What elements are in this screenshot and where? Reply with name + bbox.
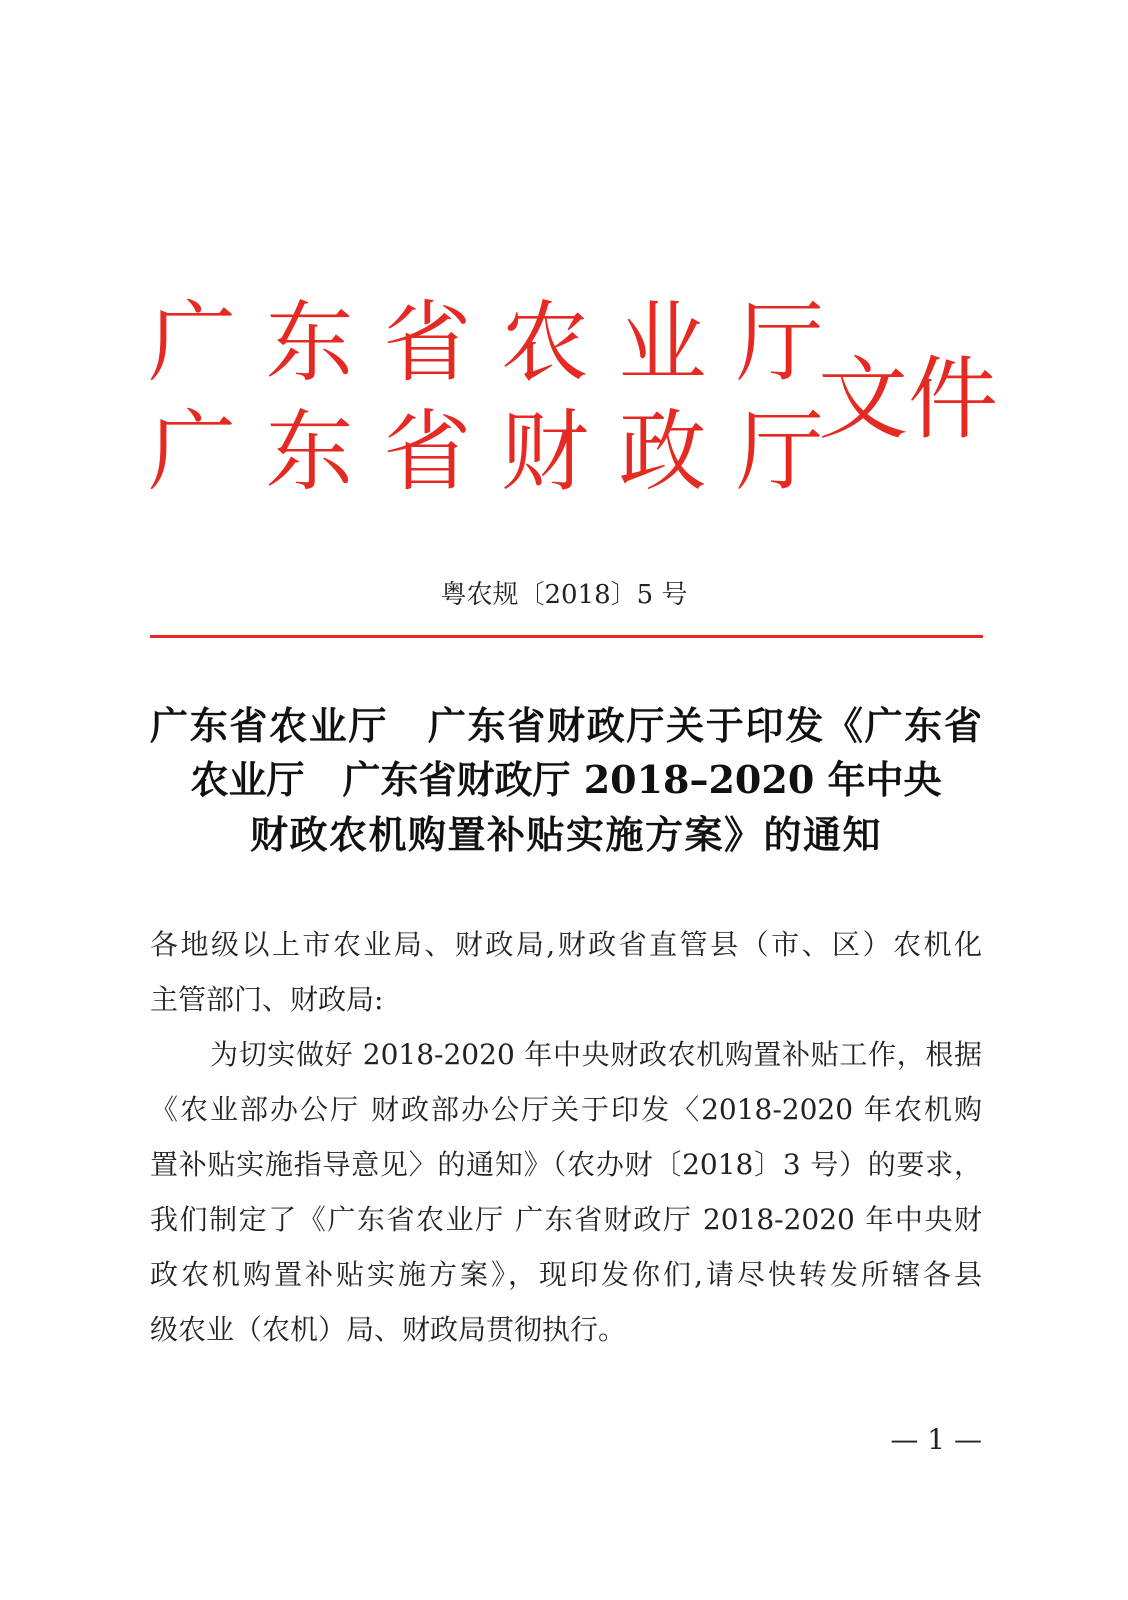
- title-line-2: 农业厅 广东省财政厅 2018–2020 年中央: [190, 757, 942, 802]
- title-line-1: 广东省农业厅 广东省财政厅关于印发《广东省: [150, 703, 982, 748]
- body-line-6: 级农业（农机）局、财政局贯彻执行。: [150, 1313, 627, 1346]
- addressee-line-2: 主管部门、财政局:: [150, 983, 384, 1016]
- header-document-suffix: 文件: [818, 350, 998, 450]
- addressee-line-1: 各地级以上市农业局、财政局,财政省直管县（市、区）农机化: [150, 928, 982, 961]
- body-line-2: 《农业部办公厅 财政部办公厅关于印发〈2018-2020 年农机购: [150, 1093, 982, 1126]
- header-issuer-finance: 广 东 省 财 政 厅: [148, 402, 824, 502]
- red-divider-line: [150, 635, 983, 638]
- document-number: 粤农规〔2018〕5 号: [440, 580, 688, 610]
- body-line-5: 政农机购置补贴实施方案》，现印发你们,请尽快转发所辖各县: [150, 1258, 982, 1291]
- body-line-1: 为切实做好 2018-2020 年中央财政农机购置补贴工作，根据: [210, 1038, 982, 1071]
- page-number: — 1 —: [890, 1423, 982, 1456]
- header-issuer-agriculture: 广 东 省 农 业 厅: [148, 293, 824, 393]
- body-line-3: 置补贴实施指导意见〉的通知》（农办财〔2018〕3 号）的要求，: [150, 1148, 982, 1181]
- title-line-3: 财政农机购置补贴实施方案》的通知: [249, 812, 882, 857]
- body-line-4: 我们制定了《广东省农业厅 广东省财政厅 2018-2020 年中央财: [150, 1203, 982, 1236]
